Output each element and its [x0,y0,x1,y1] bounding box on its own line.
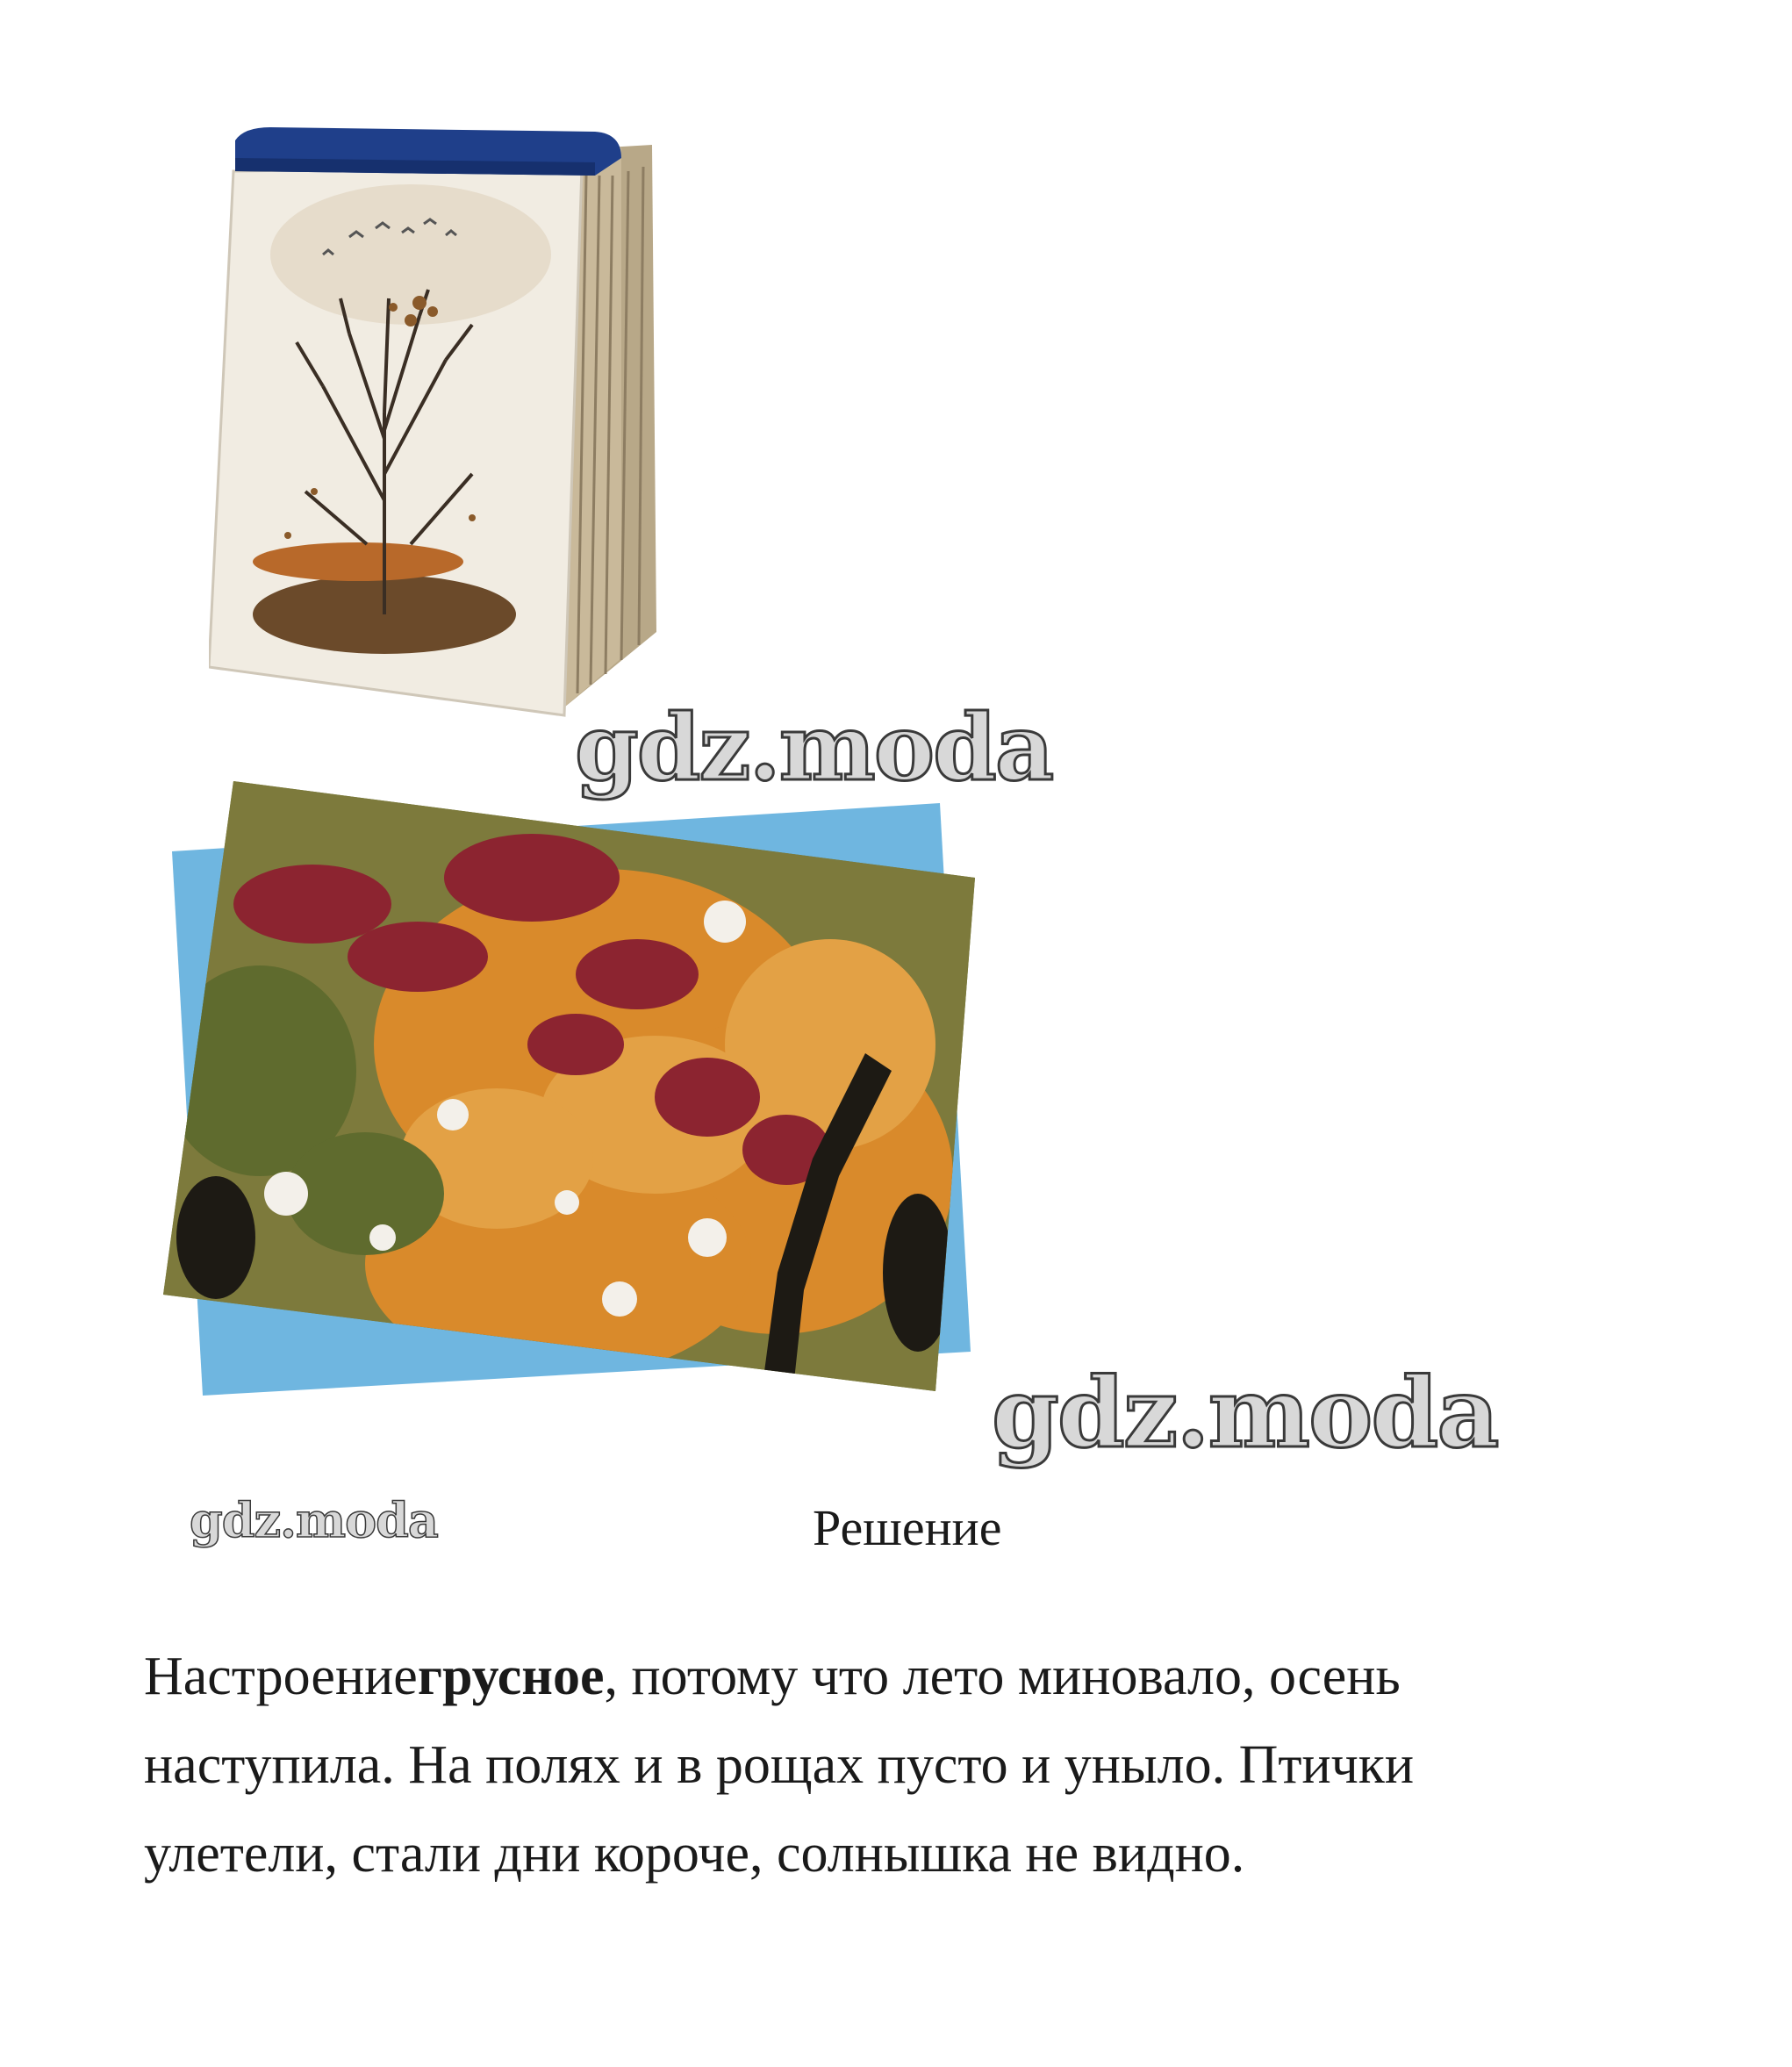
answer-paragraph [144,1633,1583,1898]
solution-heading: Решение [813,1499,1002,1556]
watermark-text: gdz.moda [190,1492,438,1548]
answer-lead: Настроение [144,1647,418,1706]
answer-line: наступила. На полях и в рощах пусто и уныло. Птички [144,1735,1415,1795]
calendar-image [209,123,665,728]
watermark-text: gdz.moda [575,693,1053,801]
answer-line [144,1633,1583,1721]
watermark-text: gdz.moda [992,1356,1498,1469]
answer-text: , потому что лето миновало, осень [604,1647,1401,1706]
autumn-leaves-photo [163,781,979,1413]
answer-line: улетели, стали дни короче, солнышка не видно. [144,1824,1245,1884]
answer-emphasis: грусное [417,1647,605,1706]
